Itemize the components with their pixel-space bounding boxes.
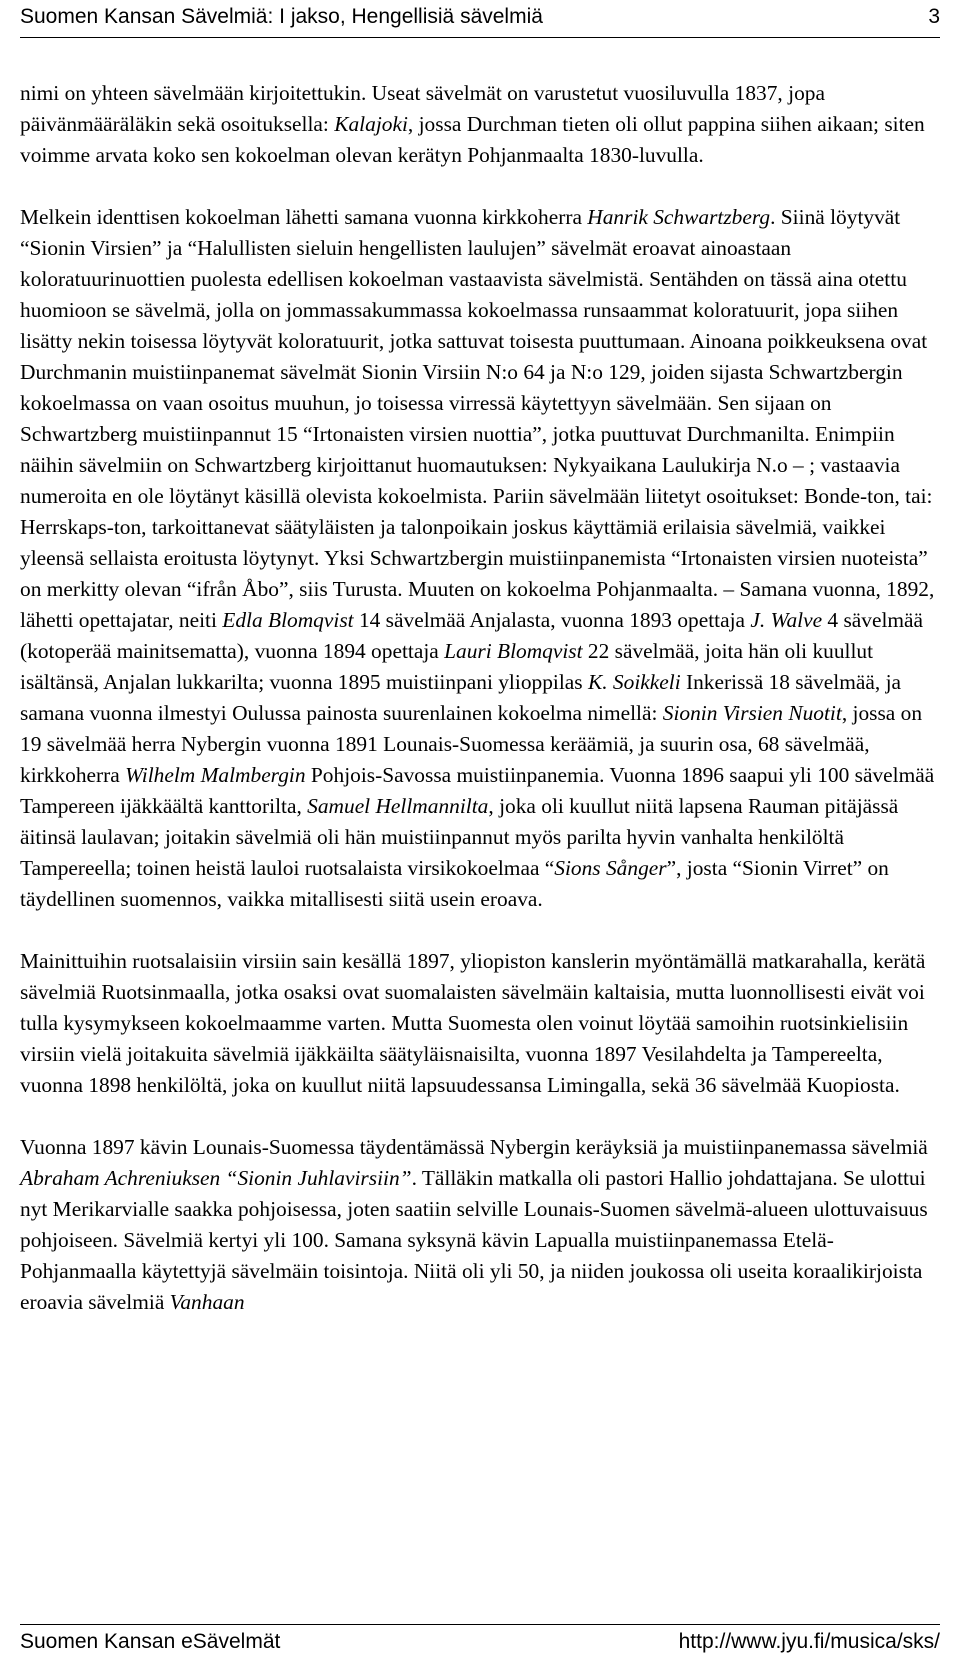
header-title: Suomen Kansan Sävelmiä: I jakso, Hengellisiä sävelmiä [20, 5, 543, 28]
text-segment-italic: Wilhelm Malmbergin [125, 763, 306, 787]
text-segment: 22 sävelmää, joita hän oli kuullut isältänsä, Anjalan lukkarilta; vuonna 1895 muistiinpani ylioppilas [20, 639, 874, 694]
text-segment: Vuonna 1897 kävin Lounais-Suomessa täydentämässä Nybergin keräyksiä ja muistiinpanemassa sävelmiä [20, 1135, 928, 1159]
text-segment-italic: Lauri Blomqvist [444, 639, 583, 663]
text-segment: Mainittuihin ruotsalaisiin virsiin sain kesällä 1897, yliopiston kanslerin myöntämällä matkarahalla, kerätä sävelmiä Ruotsinmaalla, jotka osaksi ovat suomalaisten sävelmäin kaltaisia, mutta luonnollisesti eivät voi tulla kysymykseen kokoelmaamme varten. Mutta Suomesta olen voinut löytää samoihin ruotsinkielisiin virsiin vielä joitakuita sävelmiä ijäkkäilta säätyläisnaisilta, vuonna 1897 Vesilahdelta ja Tampereelta, vuonna 1898 henkilöltä, joka on kuullut niitä lapsuudessansa Limingalla, sekä 36 sävelmää Kuopiosta. [20, 949, 926, 1097]
text-segment-italic: J. Walve [750, 608, 823, 632]
text-segment: Inkerissä 18 sävelmää, ja samana vuonna ilmestyi Oulussa painosta suurenlainen kokoelma nimellä: [20, 670, 902, 725]
text-segment: 14 sävelmää Anjalasta, vuonna 1893 opettaja [353, 608, 751, 632]
text-segment: , jossa Durchman tieten oli ollut pappina siihen aikaan; siten voimme arvata koko sen kokoelman olevan kerätyn Pohjanmaalta 1830-luvulla. [20, 112, 925, 167]
text-segment-italic: Sions Sånger [554, 856, 667, 880]
text-segment: 4 sävelmää (kotoperää mainitsematta), vuonna 1894 opettaja [20, 608, 924, 663]
text-segment: Melkein identtisen kokoelman lähetti samana vuonna kirkkoherra [20, 205, 588, 229]
footer-publication: Suomen Kansan eSävelmät [20, 1630, 281, 1653]
text-segment: ”, josta “Sionin Virret” on täydellinen suomennos, vaikka mitallisesti siitä usein eroava. [20, 856, 889, 911]
footer-url: http://www.jyu.fi/musica/sks/ [678, 1630, 940, 1653]
body-text [20, 78, 940, 1318]
paragraph-4 [20, 1132, 940, 1318]
running-header [20, 2, 940, 38]
text-segment-italic: K. Soikkeli [587, 670, 681, 694]
running-footer [20, 1624, 940, 1660]
text-segment: , joka oli kuullut niitä lapsena Rauman pitäjässä äitinsä laulavan; joitakin sävelmiä oli hän muistiinpannut myös parilta hyvin vanhalta henkilöltä Tampereella; toinen heistä lauloi ruotsalaista virsikokoelmaa “ [20, 794, 899, 880]
text-segment-italic: Sionin Virsien Nuotit [662, 701, 842, 725]
text-segment-italic: Vanhaan [169, 1290, 245, 1314]
text-segment-italic: Samuel Hellmannilta [307, 794, 489, 818]
paragraph-1 [20, 78, 940, 171]
page-number: 3 [928, 5, 940, 28]
paragraph-gap [20, 915, 940, 946]
text-segment-italic: Edla Blomqvist [222, 608, 354, 632]
text-segment-italic: Hanrik Schwartzberg [587, 205, 771, 229]
text-segment: Pohjois-Savossa muistiinpanemia. Vuonna 1896 saapui yli 100 sävelmää Tampereen ijäkkäältä kanttorilta, [20, 763, 935, 818]
paragraph-2 [20, 202, 940, 915]
text-segment: . Tälläkin matkalla oli pastori Hallio johdattajana. Se ulottui nyt Merikarvialle saakka pohjoisessa, joten saatiin selville Lounais-Suomen sävelmä-alueen ulottuvaisuus pohjoiseen. Sävelmiä kertyi yli 100. Samana syksynä kävin Lapualla muistiinpanemassa Etelä-Pohjanmaalla käytettyjä sävelmäin toisintoja. Niitä oli yli 50, ja niiden joukossa oli useita koraalikirjoista eroavia sävelmiä [20, 1166, 928, 1314]
paragraph-3 [20, 946, 940, 1101]
text-segment-italic: Abraham Achreniuksen “Sionin Juhlavirsiin” [20, 1166, 412, 1190]
text-segment: nimi on yhteen sävelmään kirjoitettukin. Useat sävelmät on varustetut vuosiluvulla 1837, jopa päivänmääräläkin sekä osoituksella: [20, 81, 825, 136]
paragraph-gap [20, 1101, 940, 1132]
text-segment-italic: Kalajoki [334, 112, 408, 136]
paragraph-gap [20, 171, 940, 202]
text-segment: , jossa on 19 sävelmää herra Nybergin vuonna 1891 Lounais-Suomessa keräämiä, ja suurin osa, 68 sävelmää, kirkkoherra [20, 701, 923, 787]
text-segment: . Siinä löytyvät “Sionin Virsien” ja “Halullisten sieluin hengellisten laulujen” sävelmät eroavat ainoastaan koloratuurinuottien puolesta edellisen kokoelman vastaavista sävelmistä. Sentähden on tässä aina otettu huomioon se sävelmä, jolla on jommassakummassa kokoelmassa runsaammat koloratuurit, jopa siihen lisätty nekin toisessa löytyvät koloratuurit, jotka sattuvat toisesta puuttumaan. Ainoana poikkeuksena ovat Durchmanin muistiinpanemat sävelmät Sionin Virsiin N:o 64 ja N:o 129, joiden sijasta Schwartzbergin kokoelmassa on vaan osoitus muuhun, jo toisessa virressä käytettyyn sävelmään. Sen sijaan on Schwartzberg muistiinpannut 15 “Irtonaisten virsien nuottia”, jotka puuttuvat Durchmanilta. Enimpiin näihin sävelmiin on Schwartzberg kirjoittanut huomautuksen: Nykyaikana Laulukirja N.o – ; vastaavia numeroita en ole löytänyt käsillä olevista kokoelmista. Pariin sävelmään liitetyt osoitukset: Bonde-ton, tai: Herrskaps-ton, tarkoittanevat säätyläisten ja talonpoikain joskus käyttämiä erilaisia sävelmiä, vaikkei yleensä sellaista eroitusta löytynyt. Yksi Schwartzbergin muistiinpanemista “Irtonaisten virsien nuoteista” on merkitty olevan “ifrån Åbo”, siis Turusta. Muuten on kokoelma Pohjanmaalta. – Samana vuonna, 1892, lähetti opettajatar, neiti [20, 205, 935, 632]
